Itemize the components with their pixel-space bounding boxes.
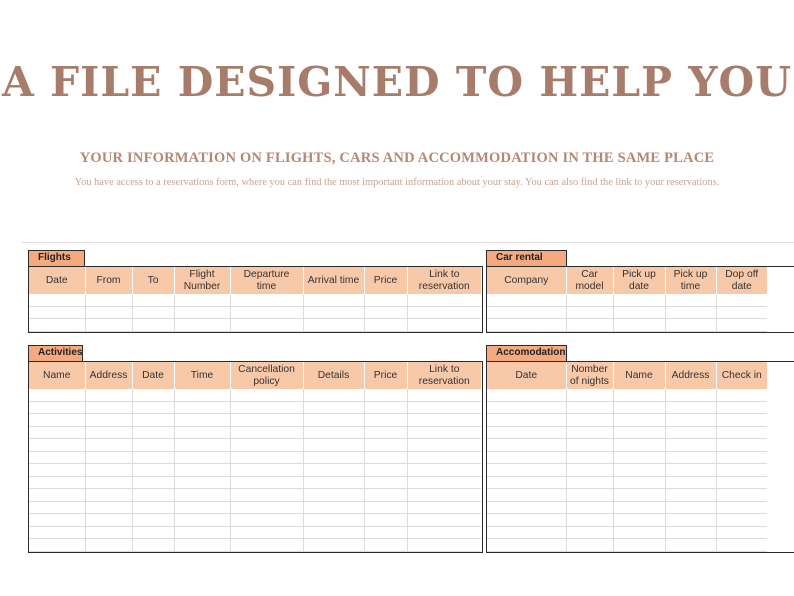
table-cell[interactable]: [29, 401, 85, 414]
column-header: Pick up time: [665, 267, 716, 294]
table-cell[interactable]: [174, 294, 230, 306]
table-cell[interactable]: [716, 514, 767, 527]
table-cell[interactable]: [29, 389, 85, 401]
table-row: [29, 389, 481, 401]
accommodation-label: Accomodation: [486, 345, 567, 361]
table-cell[interactable]: [613, 389, 665, 401]
table-cell[interactable]: [85, 539, 132, 552]
table-cell[interactable]: [665, 306, 716, 319]
table-cell[interactable]: [665, 294, 716, 306]
accommodation-box: [486, 361, 794, 553]
table-cell[interactable]: [364, 414, 407, 427]
table-cell[interactable]: [364, 389, 407, 401]
column-header: Details: [303, 362, 364, 389]
table-cell[interactable]: [665, 414, 716, 427]
column-header: Price: [364, 362, 407, 389]
table-cell[interactable]: [174, 464, 230, 477]
table-cell[interactable]: [230, 514, 303, 527]
table-cell[interactable]: [665, 526, 716, 539]
table-cell[interactable]: [665, 489, 716, 502]
table-cell[interactable]: [364, 514, 407, 527]
table-cell[interactable]: [613, 539, 665, 552]
table-cell[interactable]: [132, 426, 174, 439]
table-cell[interactable]: [174, 501, 230, 514]
table-cell[interactable]: [29, 294, 85, 306]
table-cell[interactable]: [132, 539, 174, 552]
column-header: Time: [174, 362, 230, 389]
table-cell[interactable]: [566, 501, 613, 514]
column-header: Name: [29, 362, 85, 389]
table-cell[interactable]: [303, 464, 364, 477]
table-cell[interactable]: [566, 476, 613, 489]
table-row: [487, 539, 767, 552]
car-rental-table: [487, 267, 767, 332]
page-title: A FILE DESIGNED TO HELP YOU: [1, 58, 793, 106]
table-row: [29, 526, 481, 539]
table-cell[interactable]: [364, 501, 407, 514]
flights-table: [29, 267, 481, 332]
table-cell[interactable]: [716, 401, 767, 414]
table-cell[interactable]: [85, 426, 132, 439]
table-cell[interactable]: [303, 401, 364, 414]
table-cell[interactable]: [85, 319, 132, 332]
table-cell[interactable]: [85, 514, 132, 527]
column-header: Name: [613, 362, 665, 389]
table-cell[interactable]: [303, 451, 364, 464]
table-cell[interactable]: [132, 294, 174, 306]
table-cell[interactable]: [407, 526, 481, 539]
table-cell[interactable]: [230, 539, 303, 552]
table-row: [487, 489, 767, 502]
table-cell[interactable]: [174, 306, 230, 319]
table-cell[interactable]: [230, 401, 303, 414]
table-cell[interactable]: [665, 539, 716, 552]
table-cell[interactable]: [613, 294, 665, 306]
table-cell[interactable]: [303, 414, 364, 427]
table-cell[interactable]: [613, 414, 665, 427]
table-cell[interactable]: [407, 439, 481, 452]
table-cell[interactable]: [85, 389, 132, 401]
column-header: Address: [665, 362, 716, 389]
table-cell[interactable]: [132, 414, 174, 427]
table-cell[interactable]: [303, 489, 364, 502]
table-cell[interactable]: [303, 294, 364, 306]
table-cell[interactable]: [407, 464, 481, 477]
table-cell[interactable]: [364, 464, 407, 477]
table-cell[interactable]: [174, 389, 230, 401]
table-cell[interactable]: [613, 319, 665, 332]
column-header: Flight Number: [174, 267, 230, 294]
table-cell[interactable]: [613, 514, 665, 527]
flights-label: Flights: [28, 250, 85, 266]
table-row: [29, 539, 481, 552]
column-header: Dop off date: [716, 267, 767, 294]
table-cell[interactable]: [230, 464, 303, 477]
table-cell[interactable]: [303, 306, 364, 319]
table-row: [487, 514, 767, 527]
table-cell[interactable]: [487, 294, 566, 306]
table-row: [487, 389, 767, 401]
table-cell[interactable]: [716, 319, 767, 332]
table-cell[interactable]: [665, 439, 716, 452]
table-cell[interactable]: [566, 451, 613, 464]
table-row: [487, 426, 767, 439]
table-cell[interactable]: [716, 414, 767, 427]
table-cell[interactable]: [364, 306, 407, 319]
table-cell[interactable]: [716, 439, 767, 452]
table-cell[interactable]: [364, 294, 407, 306]
table-cell[interactable]: [407, 501, 481, 514]
table-cell[interactable]: [566, 319, 613, 332]
table-cell[interactable]: [716, 294, 767, 306]
table-cell[interactable]: [487, 451, 566, 464]
table-cell[interactable]: [487, 514, 566, 527]
table-row: [29, 514, 481, 527]
table-cell[interactable]: [716, 539, 767, 552]
table-cell[interactable]: [132, 514, 174, 527]
table-cell[interactable]: [132, 319, 174, 332]
spreadsheet-area: [22, 242, 794, 596]
table-cell[interactable]: [29, 501, 85, 514]
table-cell[interactable]: [230, 389, 303, 401]
table-cell[interactable]: [230, 489, 303, 502]
table-cell[interactable]: [132, 306, 174, 319]
table-cell[interactable]: [716, 501, 767, 514]
activities-table: [29, 362, 481, 552]
column-header: Departure time: [230, 267, 303, 294]
table-cell[interactable]: [487, 489, 566, 502]
table-cell[interactable]: [29, 426, 85, 439]
column-header: Date: [487, 362, 566, 389]
column-header: Address: [85, 362, 132, 389]
table-cell[interactable]: [132, 489, 174, 502]
table-cell[interactable]: [85, 489, 132, 502]
column-header: Cancellation policy: [230, 362, 303, 389]
table-row: [29, 489, 481, 502]
table-cell[interactable]: [407, 389, 481, 401]
table-cell[interactable]: [487, 414, 566, 427]
table-row: [29, 306, 481, 319]
table-cell[interactable]: [407, 476, 481, 489]
table-row: [487, 451, 767, 464]
accommodation-table: [487, 362, 767, 552]
table-cell[interactable]: [230, 294, 303, 306]
table-cell[interactable]: [566, 401, 613, 414]
table-row: [487, 414, 767, 427]
table-cell[interactable]: [174, 414, 230, 427]
table-cell[interactable]: [230, 526, 303, 539]
table-cell[interactable]: [29, 319, 85, 332]
table-cell[interactable]: [174, 476, 230, 489]
table-cell[interactable]: [613, 464, 665, 477]
table-cell[interactable]: [487, 464, 566, 477]
table-row: [487, 401, 767, 414]
table-cell[interactable]: [29, 489, 85, 502]
table-cell[interactable]: [364, 319, 407, 332]
table-cell[interactable]: [29, 514, 85, 527]
table-cell[interactable]: [613, 306, 665, 319]
table-cell[interactable]: [85, 526, 132, 539]
table-cell[interactable]: [364, 526, 407, 539]
table-cell[interactable]: [566, 489, 613, 502]
table-row: [29, 476, 481, 489]
car-rental-box: [486, 266, 794, 333]
table-cell[interactable]: [487, 476, 566, 489]
table-cell[interactable]: [487, 439, 566, 452]
table-cell[interactable]: [364, 539, 407, 552]
column-header: Link to reservation: [407, 362, 481, 389]
table-cell[interactable]: [29, 539, 85, 552]
table-cell[interactable]: [132, 389, 174, 401]
table-cell[interactable]: [613, 501, 665, 514]
table-cell[interactable]: [85, 464, 132, 477]
table-cell[interactable]: [665, 514, 716, 527]
table-cell[interactable]: [613, 489, 665, 502]
table-cell[interactable]: [364, 476, 407, 489]
table-cell[interactable]: [716, 526, 767, 539]
column-header: Price: [364, 267, 407, 294]
table-cell[interactable]: [230, 414, 303, 427]
table-row: [29, 464, 481, 477]
table-cell[interactable]: [303, 514, 364, 527]
table-cell[interactable]: [716, 306, 767, 319]
column-header: Link to reservation: [407, 267, 481, 294]
table-cell[interactable]: [407, 401, 481, 414]
table-cell[interactable]: [230, 476, 303, 489]
table-cell[interactable]: [303, 526, 364, 539]
table-cell[interactable]: [407, 414, 481, 427]
table-cell[interactable]: [132, 476, 174, 489]
column-header: From: [85, 267, 132, 294]
table-cell[interactable]: [132, 464, 174, 477]
table-cell[interactable]: [174, 439, 230, 452]
table-cell[interactable]: [665, 464, 716, 477]
table-cell[interactable]: [230, 319, 303, 332]
table-cell[interactable]: [613, 401, 665, 414]
table-cell[interactable]: [665, 319, 716, 332]
table-row: [487, 319, 767, 332]
column-header: Check in: [716, 362, 767, 389]
table-cell[interactable]: [613, 451, 665, 464]
table-cell[interactable]: [407, 426, 481, 439]
table-row: [29, 319, 481, 332]
table-cell[interactable]: [407, 306, 481, 319]
sheet-divider: [22, 242, 794, 243]
table-cell[interactable]: [566, 514, 613, 527]
table-cell[interactable]: [230, 451, 303, 464]
table-cell[interactable]: [407, 451, 481, 464]
column-header: Company: [487, 267, 566, 294]
table-cell[interactable]: [487, 426, 566, 439]
table-cell[interactable]: [716, 489, 767, 502]
table-cell[interactable]: [487, 501, 566, 514]
table-cell[interactable]: [174, 539, 230, 552]
table-cell[interactable]: [85, 414, 132, 427]
table-cell[interactable]: [613, 426, 665, 439]
table-cell[interactable]: [364, 451, 407, 464]
table-cell[interactable]: [303, 501, 364, 514]
table-cell[interactable]: [566, 306, 613, 319]
table-cell[interactable]: [716, 426, 767, 439]
car-rental-label: Car rental: [486, 250, 567, 266]
table-cell[interactable]: [407, 489, 481, 502]
table-cell[interactable]: [665, 451, 716, 464]
table-cell[interactable]: [85, 401, 132, 414]
table-cell[interactable]: [665, 476, 716, 489]
table-cell[interactable]: [665, 389, 716, 401]
table-cell[interactable]: [665, 426, 716, 439]
table-cell[interactable]: [303, 476, 364, 489]
table-cell[interactable]: [29, 414, 85, 427]
table-cell[interactable]: [487, 526, 566, 539]
table-row: [487, 464, 767, 477]
table-cell[interactable]: [174, 514, 230, 527]
table-cell[interactable]: [566, 426, 613, 439]
column-header: Pick up date: [613, 267, 665, 294]
table-cell[interactable]: [487, 539, 566, 552]
table-cell[interactable]: [407, 514, 481, 527]
table-cell[interactable]: [29, 439, 85, 452]
table-cell[interactable]: [303, 539, 364, 552]
table-row: [487, 501, 767, 514]
table-cell[interactable]: [407, 294, 481, 306]
table-cell[interactable]: [174, 319, 230, 332]
table-cell[interactable]: [364, 489, 407, 502]
table-row: [29, 501, 481, 514]
table-cell[interactable]: [566, 526, 613, 539]
table-cell[interactable]: [29, 451, 85, 464]
table-cell[interactable]: [487, 389, 566, 401]
table-cell[interactable]: [174, 401, 230, 414]
column-header: To: [132, 267, 174, 294]
column-header: Arrival time: [303, 267, 364, 294]
table-cell[interactable]: [132, 401, 174, 414]
table-cell[interactable]: [85, 476, 132, 489]
table-cell[interactable]: [487, 319, 566, 332]
table-cell[interactable]: [566, 389, 613, 401]
table-cell[interactable]: [487, 306, 566, 319]
table-cell[interactable]: [85, 439, 132, 452]
table-cell[interactable]: [407, 319, 481, 332]
table-row: [29, 451, 481, 464]
table-cell[interactable]: [303, 319, 364, 332]
table-cell[interactable]: [613, 526, 665, 539]
table-cell[interactable]: [174, 451, 230, 464]
table-row: [29, 414, 481, 427]
table-cell[interactable]: [716, 451, 767, 464]
flights-box: [28, 266, 483, 333]
table-cell[interactable]: [716, 464, 767, 477]
column-header: Nomber of nights: [566, 362, 613, 389]
table-row: [487, 439, 767, 452]
table-cell[interactable]: [716, 476, 767, 489]
table-cell[interactable]: [174, 426, 230, 439]
table-cell[interactable]: [566, 294, 613, 306]
table-cell[interactable]: [174, 526, 230, 539]
column-header: Date: [132, 362, 174, 389]
table-cell[interactable]: [364, 439, 407, 452]
table-cell[interactable]: [613, 439, 665, 452]
page-subtitle: YOUR INFORMATION ON FLIGHTS, CARS AND ACCOMMODATION IN THE SAME PLACE: [79, 150, 715, 166]
table-cell[interactable]: [230, 439, 303, 452]
table-cell[interactable]: [29, 526, 85, 539]
table-row: [487, 526, 767, 539]
table-cell[interactable]: [364, 426, 407, 439]
table-cell[interactable]: [566, 439, 613, 452]
activities-box: [28, 361, 483, 553]
table-cell[interactable]: [716, 389, 767, 401]
table-cell[interactable]: [132, 439, 174, 452]
table-cell[interactable]: [364, 401, 407, 414]
table-cell[interactable]: [132, 501, 174, 514]
table-cell[interactable]: [174, 489, 230, 502]
table-cell[interactable]: [487, 401, 566, 414]
table-cell[interactable]: [85, 451, 132, 464]
column-header: Car model: [566, 267, 613, 294]
table-cell[interactable]: [566, 414, 613, 427]
table-cell[interactable]: [85, 294, 132, 306]
table-cell[interactable]: [230, 426, 303, 439]
table-cell[interactable]: [566, 539, 613, 552]
activities-label: Activities: [28, 345, 83, 361]
table-row: [487, 294, 767, 306]
table-cell[interactable]: [132, 451, 174, 464]
table-row: [29, 401, 481, 414]
table-cell[interactable]: [303, 426, 364, 439]
table-cell[interactable]: [29, 476, 85, 489]
column-header: Date: [29, 267, 85, 294]
table-cell[interactable]: [230, 306, 303, 319]
table-row: [487, 476, 767, 489]
table-cell[interactable]: [303, 389, 364, 401]
table-row: [29, 294, 481, 306]
table-cell[interactable]: [303, 439, 364, 452]
table-row: [29, 439, 481, 452]
table-cell[interactable]: [407, 539, 481, 552]
table-cell[interactable]: [132, 526, 174, 539]
table-cell[interactable]: [29, 464, 85, 477]
table-cell[interactable]: [29, 306, 85, 319]
table-cell[interactable]: [566, 464, 613, 477]
table-row: [29, 426, 481, 439]
table-cell[interactable]: [85, 501, 132, 514]
table-cell[interactable]: [665, 401, 716, 414]
table-row: [487, 306, 767, 319]
table-cell[interactable]: [665, 501, 716, 514]
table-cell[interactable]: [85, 306, 132, 319]
table-cell[interactable]: [613, 476, 665, 489]
page-description: You have access to a reservations form, where you can find the most important information about your stay. You can also find the link to your reservations.: [74, 177, 720, 188]
table-cell[interactable]: [230, 501, 303, 514]
